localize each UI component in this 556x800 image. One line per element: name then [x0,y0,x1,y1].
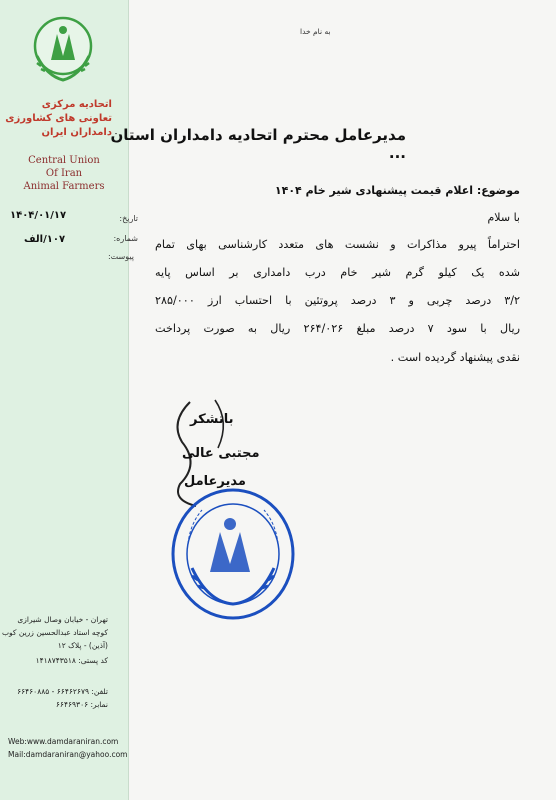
letter-salutation: با سلام [487,211,520,224]
number-value: ۱۰۷/الف [24,234,66,245]
union-logo-icon [29,16,97,88]
official-stamp-icon [168,484,298,624]
body-line-1: احتراماً پیرو مذاکرات و نشست های متعدد کارشناسی بهای تمام [155,238,520,251]
number-row [10,234,138,250]
signatory-name: مجتبی عالی [182,446,260,461]
attachment-label: پیوست: [107,252,134,261]
fax-number: نمابر: ۶۶۴۶۹۳۰۶ [55,700,108,709]
address-line-1: تهران - خیابان وصال شیرازی [17,615,108,624]
body-line-3: ۳/۲ درصد چربی و ۳ درصد پروتئین با احتساب ارز ۲۸۵/۰۰۰ [155,294,520,307]
org-name-en-line-2: Of Iran [45,168,83,179]
email: Mail:damdaraniran@yahoo.com [8,750,128,759]
address-line-3: (آذین) - پلاک ۱۲ [57,641,108,650]
attachment-row [10,252,134,266]
body-line-2: شده یک کیلو گرم شیر خام درب دامداری بر اساس پایه [155,266,520,279]
address-line-2: کوچه استاد عبدالحسین زرین کوب [2,628,108,637]
org-name-fa-line-1: اتحادیه مرکزی [41,99,112,110]
signature-thanks: باتشکر [190,412,234,427]
signatory-title: مدیرعامل [184,474,246,489]
org-name-fa-line-2: تعاونی های کشاورزی [5,113,112,124]
org-name-en-line-1: Central Union [28,155,100,166]
body-line-4: ریال با سود ۷ درصد مبلغ ۲۶۴/۰۲۶ ریال به صورت پرداخت [155,322,520,335]
letter-subject: موضوع: اعلام قیمت پیشنهادی شیر خام ۱۴۰۴ [274,184,520,197]
date-label: تاریخ: [119,214,138,223]
number-label: شماره: [113,234,138,243]
bismillah-heading: به نام خدا [300,27,331,36]
postal-code: کد پستی: ۱۴۱۸۷۴۳۵۱۸ [35,656,108,665]
date-value: ۱۴۰۴/۰۱/۱۷ [10,210,67,221]
phone-numbers: تلفن: ۶۶۴۶۲۶۷۹ - ۶۶۴۶۰۸۸۵ [17,687,108,696]
body-line-5: نقدی پیشنهاد گردیده است . [390,351,520,364]
letter-recipient: مدیرعامل محترم اتحادیه دامداران استان ... [110,126,406,162]
org-name-en-line-3: Animal Farmers [23,181,105,192]
org-name-fa-line-3: دامداران ایران [41,127,112,138]
website: Web:www.damdaraniran.com [8,737,119,746]
letterhead-sidebar [0,0,138,800]
date-row [10,210,138,226]
